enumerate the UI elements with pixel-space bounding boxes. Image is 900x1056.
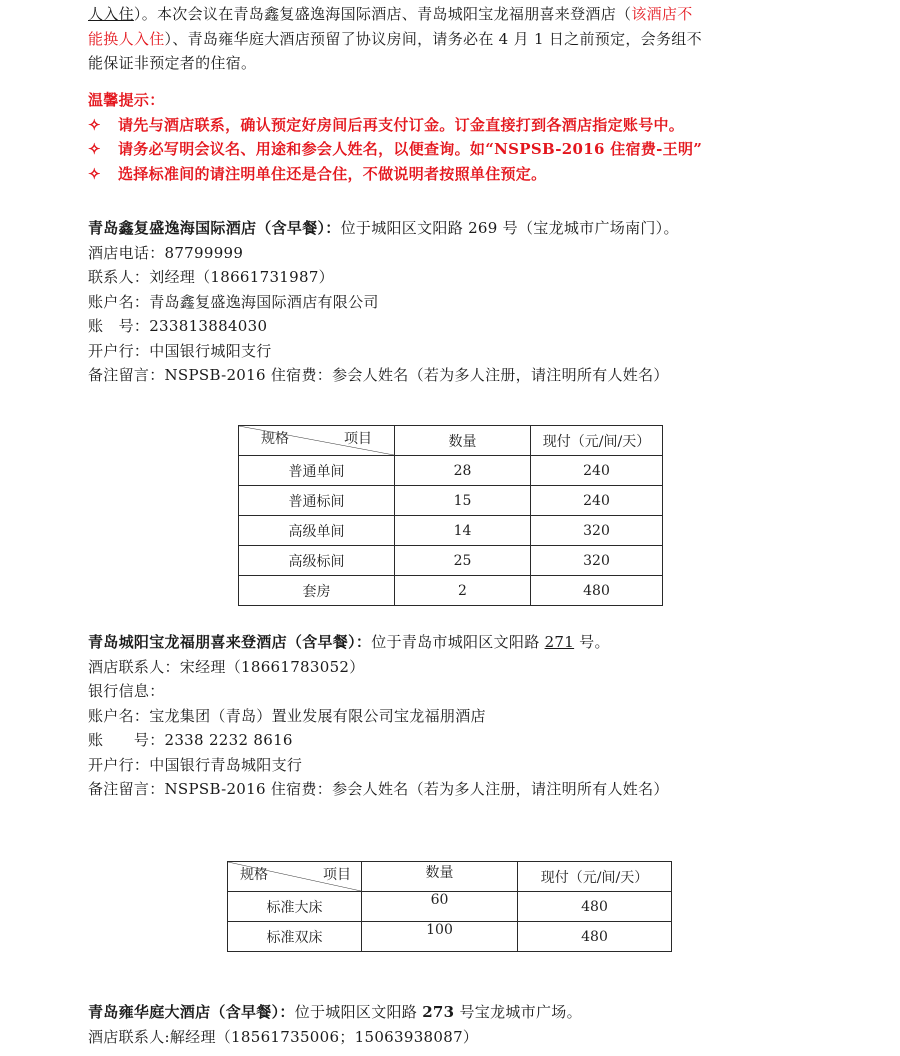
diagonal-header-cell	[239, 426, 395, 456]
tips-section	[88, 88, 702, 186]
table-row	[239, 456, 663, 486]
room-type: 套房	[239, 576, 395, 606]
table-header-row	[239, 426, 663, 456]
room-qty: 25	[395, 546, 531, 576]
room-price: 480	[518, 892, 672, 922]
account-number: 账 号：2338 2232 8616	[88, 731, 293, 749]
hotel-contact: 酒店联系人:解经理（18561735006；15063938087）	[88, 1027, 479, 1046]
room-price: 480	[518, 922, 672, 952]
room-qty: 100	[362, 922, 518, 952]
header-price: 现付（元/间/天）	[518, 862, 672, 892]
tips-title: 温馨提示：	[88, 91, 165, 109]
tip-text: 请先与酒店联系，确认预定好房间后再支付订金。订金直接打到各酒店指定账号中。	[118, 115, 685, 134]
hotel-contact: 酒店联系人：宋经理（18661783052）	[88, 657, 365, 676]
hotel-heading	[88, 216, 679, 241]
address-number: 273	[422, 1003, 455, 1021]
tip-item	[88, 113, 702, 138]
room-qty: 15	[395, 486, 531, 516]
address-number: 271	[544, 633, 575, 651]
table-row	[239, 546, 663, 576]
intro-line-2	[88, 27, 702, 52]
tip-item	[88, 137, 702, 162]
header-item: 项目	[344, 431, 372, 447]
bank-name: 开户行：中国银行青岛城阳支行	[88, 755, 303, 774]
hotel-phone: 酒店电话：87799999	[88, 243, 244, 262]
remark: 备注留言：NSPSB-2016 住宿费：参会人姓名（若为多人注册，请注明所有人姓名）	[88, 780, 669, 798]
intro-line-3: 能保证非预定者的住宿。	[88, 54, 257, 72]
room-type: 高级标间	[239, 546, 395, 576]
room-table-1	[238, 425, 663, 606]
intro-paragraph	[88, 2, 702, 76]
table-row	[228, 892, 672, 922]
red-note: 能换人入住	[88, 29, 165, 48]
room-type: 普通单间	[239, 456, 395, 486]
room-qty: 28	[395, 456, 531, 486]
hotel-name: 青岛城阳宝龙福朋喜来登酒店（含早餐）：	[88, 633, 372, 651]
room-type: 标准大床	[228, 892, 362, 922]
account-number: 账 号：233813884030	[88, 317, 268, 335]
header-price: 现付（元/间/天）	[531, 426, 663, 456]
table-header-row	[228, 862, 672, 892]
hotel-name: 青岛鑫复盛逸海国际酒店（含早餐）：	[88, 219, 341, 237]
tip-text: 请务必写明会议名、用途和参会人姓名，以便查询。如“NSPSB-2016 住宿费-王明”	[118, 140, 703, 158]
table-row	[239, 486, 663, 516]
hotel-section-2	[88, 630, 669, 802]
tip-item	[88, 162, 702, 187]
room-type: 普通标间	[239, 486, 395, 516]
hotel-contact: 联系人：刘经理（18661731987）	[88, 268, 334, 286]
hotel-heading	[88, 630, 669, 655]
header-qty: 数量	[395, 426, 531, 456]
room-price: 320	[531, 546, 663, 576]
hotel-address: 位于青岛市城阳区文阳路	[371, 633, 545, 651]
diamond-bullet-icon: ✧	[88, 140, 101, 158]
intro-text: ）、青岛雍华庭大酒店预留了协议房间，请务必在 4 月 1 日之前预定，会务组不	[164, 29, 702, 48]
bank-info-label: 银行信息：	[88, 682, 165, 700]
header-qty: 数量	[362, 862, 518, 892]
hotel-section-3	[88, 1000, 582, 1049]
table-row	[239, 516, 663, 546]
table-row	[228, 922, 672, 952]
room-qty: 60	[362, 892, 518, 922]
hotel-address: 位于城阳区文阳路	[294, 1003, 423, 1021]
hotel-section-1	[88, 216, 679, 388]
intro-text: ）。本次会议在青岛鑫复盛逸海国际酒店、青岛城阳宝龙福朋喜来登酒店（	[133, 5, 632, 23]
header-spec: 规格	[261, 431, 289, 447]
room-qty: 14	[395, 516, 531, 546]
header-item: 项目	[323, 867, 351, 883]
hotel-address: 位于城阳区文阳路 269 号（宝龙城市广场南门）。	[340, 219, 679, 237]
room-table-2	[227, 861, 672, 952]
room-price: 240	[531, 486, 663, 516]
tip-text: 选择标准间的请注明单住还是合住，不做说明者按照单住预定。	[118, 164, 547, 183]
remark: 备注留言：NSPSB-2016 住宿费：参会人姓名（若为多人注册，请注明所有人姓名）	[88, 366, 669, 384]
underlined-text: 人入住	[88, 5, 134, 23]
table-row	[239, 576, 663, 606]
intro-line-1	[88, 2, 702, 27]
hotel-address-suffix: 号。	[574, 633, 610, 651]
header-spec: 规格	[240, 867, 268, 883]
hotel-name: 青岛雍华庭大酒店（含早餐）：	[88, 1003, 295, 1021]
room-type: 标准双床	[228, 922, 362, 952]
diamond-bullet-icon: ✧	[88, 164, 101, 183]
room-qty: 2	[395, 576, 531, 606]
account-name: 账户名：青岛鑫复盛逸海国际酒店有限公司	[88, 292, 379, 311]
hotel-address-suffix: 号宝龙城市广场。	[454, 1003, 582, 1021]
diagonal-header-cell	[228, 862, 362, 892]
red-note: 该酒店不	[631, 5, 693, 23]
room-type: 高级单间	[239, 516, 395, 546]
bank-name: 开户行：中国银行城阳支行	[88, 341, 272, 360]
hotel-heading	[88, 1000, 582, 1025]
room-price: 240	[531, 456, 663, 486]
diamond-bullet-icon: ✧	[88, 115, 101, 134]
account-name: 账户名：宝龙集团（青岛）置业发展有限公司宝龙福朋酒店	[88, 706, 486, 725]
room-price: 480	[531, 576, 663, 606]
room-price: 320	[531, 516, 663, 546]
